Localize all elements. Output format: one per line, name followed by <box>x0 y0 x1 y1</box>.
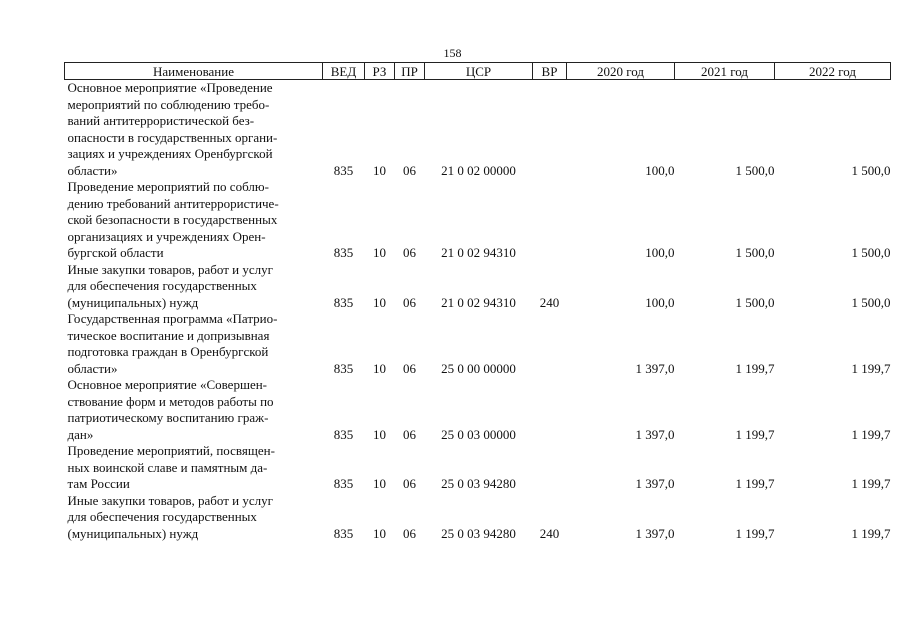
table-row <box>65 311 891 377</box>
row-vr: 240 <box>539 294 560 310</box>
row-2022: 1 199,7 <box>851 476 891 491</box>
row-vr <box>533 80 567 180</box>
row-csr: 25 0 00 00000 <box>441 360 516 376</box>
row-csr: 21 0 02 94310 <box>441 294 516 310</box>
row-pr: 06 <box>403 162 416 178</box>
row-2020: 1 397,0 <box>635 426 675 442</box>
row-pr: 06 <box>403 476 416 491</box>
table-row <box>65 262 891 312</box>
row-2022: 1 500,0 <box>851 294 891 310</box>
table-row <box>65 443 891 493</box>
row-ved: 835 <box>333 360 354 376</box>
row-rz: 10 <box>373 426 386 442</box>
row-2020: 100,0 <box>645 245 675 260</box>
row-2020: 100,0 <box>645 162 675 178</box>
row-2021: 1 500,0 <box>735 294 775 310</box>
row-2021: 1 500,0 <box>735 245 775 260</box>
row-name: Основное мероприятие «Совершен- ствование форм и методов работы по патриотическому воспитанию граж- дан» <box>67 377 274 442</box>
row-name: Иные закупки товаров, работ и услуг для обеспечения государственных (муниципальных) нужд <box>67 261 273 310</box>
row-rz: 10 <box>373 360 386 376</box>
row-vr: 240 <box>539 525 560 541</box>
row-ved: 835 <box>333 294 354 310</box>
table-row <box>65 377 891 443</box>
row-rz: 10 <box>373 294 386 310</box>
row-pr: 06 <box>403 360 416 376</box>
table-row <box>65 493 891 543</box>
row-csr: 21 0 02 00000 <box>441 162 516 178</box>
budget-table <box>64 62 891 542</box>
row-pr: 06 <box>403 525 416 541</box>
row-ved: 835 <box>333 476 354 491</box>
row-vr <box>533 443 567 493</box>
row-2020: 100,0 <box>645 294 675 310</box>
row-name: Проведение мероприятий по соблю- дению требований антитеррористиче- ской безопасности в государственных организациях и учреждениях Орен- бургской области <box>67 179 279 260</box>
table-row <box>65 80 891 180</box>
row-2020: 1 397,0 <box>635 525 675 541</box>
row-vr <box>533 179 567 262</box>
row-2022: 1 199,7 <box>851 426 891 442</box>
row-2020: 1 397,0 <box>635 360 675 376</box>
row-ved: 835 <box>333 162 354 178</box>
row-2022: 1 199,7 <box>851 360 891 376</box>
header-2021: 2021 год <box>675 63 775 80</box>
row-rz: 10 <box>373 245 386 260</box>
row-ved: 835 <box>333 525 354 541</box>
row-csr: 21 0 02 94310 <box>441 245 516 260</box>
row-2022: 1 500,0 <box>851 245 891 260</box>
row-rz: 10 <box>373 162 386 178</box>
page-number: 158 <box>443 46 462 60</box>
header-ved: ВЕД <box>323 63 365 80</box>
row-csr: 25 0 03 94280 <box>441 476 516 491</box>
row-name: Основное мероприятие «Проведение мероприятий по соблюдению требо- ваний антитеррористической без- опасности в государственных органи- зациях и учреждениях Оренбургской области» <box>67 80 278 178</box>
row-2020: 1 397,0 <box>635 476 675 491</box>
row-2021: 1 199,7 <box>735 360 775 376</box>
header-2022: 2022 год <box>775 63 891 80</box>
row-csr: 25 0 03 00000 <box>441 426 516 442</box>
row-name: Иные закупки товаров, работ и услуг для обеспечения государственных (муниципальных) нужд <box>67 492 273 541</box>
row-ved: 835 <box>333 426 354 442</box>
row-vr <box>533 311 567 377</box>
row-pr: 06 <box>403 294 416 310</box>
header-pr: ПР <box>395 63 425 80</box>
row-csr: 25 0 03 94280 <box>441 525 516 541</box>
row-ved: 835 <box>333 245 354 260</box>
row-2022: 1 199,7 <box>851 525 891 541</box>
row-rz: 10 <box>373 476 386 491</box>
row-2022: 1 500,0 <box>851 162 891 178</box>
row-2021: 1 199,7 <box>735 525 775 541</box>
header-name: Наименование <box>65 63 323 80</box>
header-vr: ВР <box>533 63 567 80</box>
row-rz: 10 <box>373 525 386 541</box>
row-vr <box>533 377 567 443</box>
row-2021: 1 199,7 <box>735 476 775 491</box>
header-2020: 2020 год <box>567 63 675 80</box>
header-csr: ЦСР <box>425 63 533 80</box>
row-2021: 1 500,0 <box>735 162 775 178</box>
row-2021: 1 199,7 <box>735 426 775 442</box>
row-name: Проведение мероприятий, посвящен- ных воинской славе и памятным да- там России <box>67 443 275 491</box>
row-name: Государственная программа «Патрио- тическое воспитание и допризывная подготовка граждан в Оренбургской области» <box>67 311 278 376</box>
table-row <box>65 179 891 262</box>
row-pr: 06 <box>403 245 416 260</box>
row-pr: 06 <box>403 426 416 442</box>
header-row <box>65 63 891 80</box>
header-rz: РЗ <box>365 63 395 80</box>
